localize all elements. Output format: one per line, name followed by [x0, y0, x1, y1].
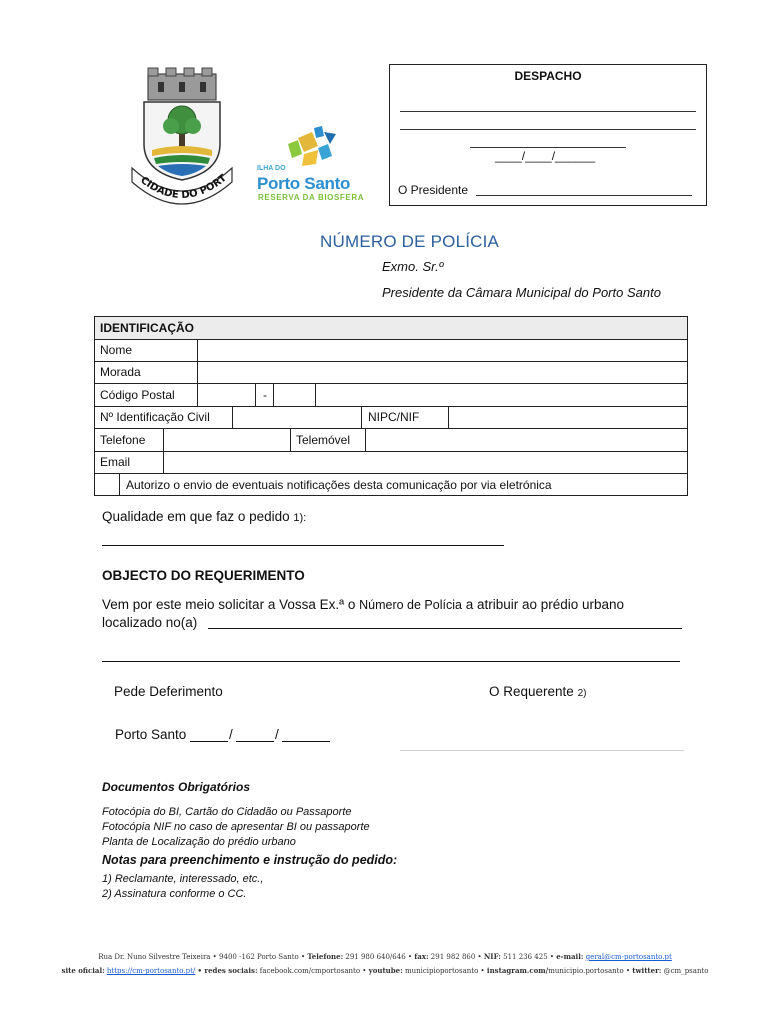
footer-site-link[interactable]: https://cm-portosanto.pt/ [106, 967, 196, 975]
footer-social-label: • redes sociais: [197, 966, 258, 975]
cell-divider [361, 406, 362, 428]
footer-email-link[interactable]: geral@cm-portosanto.pt [585, 953, 672, 961]
footer-instagram[interactable]: municipio.portosanto • [548, 967, 631, 975]
footer-contacts [0, 952, 770, 961]
email-label: Email [100, 455, 131, 469]
date-year-line[interactable] [282, 741, 330, 742]
nota-item: 2) Assinatura conforme o CC. [102, 888, 247, 900]
municipal-crest-logo [126, 64, 238, 212]
cell-divider [119, 473, 120, 496]
despacho-line[interactable] [470, 147, 626, 148]
footer-nif: 511 236 425 • [503, 953, 555, 961]
email-field[interactable] [164, 452, 687, 473]
postal-code-field-2[interactable] [274, 384, 314, 406]
cell-divider [290, 428, 291, 451]
id-civil-field[interactable] [233, 407, 361, 428]
requerente-text: O Requerente [489, 684, 574, 699]
footer-address: Rua Dr. Nuno Silvestre Teixeira • 9400 -162 Porto Santo • [98, 953, 306, 961]
documento-item: Planta de Localização do prédio urbano [102, 836, 296, 848]
footer-youtube[interactable]: municipioportosanto • [404, 967, 485, 975]
brand-name: Porto Santo [257, 174, 351, 193]
footer-tel: 291 980 640/646 • [345, 953, 412, 961]
cell-divider [255, 383, 256, 406]
despacho-title: DESPACHO [514, 69, 582, 83]
requerente-signature-line[interactable] [400, 750, 684, 751]
nif-label: NIPC/NIF [368, 410, 420, 424]
localizado-input-line[interactable] [208, 628, 682, 629]
requerente-note: 2) [577, 688, 587, 699]
requerente-label [489, 684, 586, 699]
documento-item: Fotocópia do BI, Cartão do Cidadão ou Passaporte [102, 806, 352, 818]
despacho-line[interactable] [400, 129, 696, 130]
date-separator: / [229, 727, 233, 742]
objecto-heading: OBJECTO DO REQUERIMENTO [102, 568, 305, 583]
objecto-text-b: Número de Polícia [359, 598, 462, 612]
despacho-box [389, 64, 707, 206]
id-civil-label: Nº Identificação Civil [100, 410, 210, 424]
footer-tel-label: Telefone: [307, 952, 344, 961]
telefone-label: Telefone [100, 433, 146, 447]
footer-nif-label: NIF: [483, 952, 501, 961]
nif-field[interactable] [449, 407, 687, 428]
date-month-line[interactable] [236, 741, 274, 742]
morada-label: Morada [100, 365, 141, 379]
footer-youtube-label: youtube: [368, 966, 403, 975]
footer-fax: 291 982 860 • [430, 953, 482, 961]
pede-deferimento: Pede Deferimento [114, 684, 223, 699]
postal-code-field-1[interactable] [198, 384, 255, 406]
postal-code-dash: - [263, 388, 267, 402]
identification-heading: IDENTIFICAÇÃO [100, 321, 194, 335]
cell-divider [315, 383, 316, 406]
brand-prefix: ILHA DO [257, 165, 286, 172]
footer-email-label: e-mail: [556, 952, 584, 961]
qualidade-input-line[interactable] [102, 545, 504, 546]
documento-item: Fotocópia NIF no caso de apresentar BI ou passaporte [102, 821, 370, 833]
footer-twitter-label: twitter: [632, 966, 662, 975]
date-day-line[interactable] [190, 741, 228, 742]
telemovel-label: Telemóvel [296, 433, 351, 447]
footer-social [0, 966, 770, 975]
telefone-field[interactable] [164, 429, 290, 451]
despacho-date[interactable]: ____/____/______ [495, 149, 596, 163]
telemovel-field[interactable] [366, 429, 687, 451]
footer-fax-label: fax: [414, 952, 429, 961]
qualidade-label [102, 509, 306, 524]
nome-field[interactable] [198, 340, 687, 361]
objecto-text-c: a atribuir ao prédio urbano [461, 597, 625, 612]
president-signature-line[interactable] [476, 195, 692, 196]
document-title: NÚMERO DE POLÍCIA [320, 232, 500, 251]
identification-header [95, 317, 687, 340]
nome-label: Nome [100, 343, 133, 357]
codigo-postal-label: Código Postal [100, 388, 175, 402]
documentos-heading: Documentos Obrigatórios [102, 780, 251, 794]
footer-facebook[interactable]: facebook.com/cmportosanto • [259, 967, 367, 975]
footer-instagram-label: instagram.com/ [486, 966, 549, 975]
nota-item: 1) Reclamante, interessado, etc., [102, 873, 264, 885]
salutation: Exmo. Sr.º [382, 259, 444, 274]
footer-site-label: site oficial: [61, 966, 105, 975]
porto-santo-label: Porto Santo [115, 727, 187, 742]
objecto-text-a: Vem por este meio solicitar a Vossa Ex.ª o [102, 597, 360, 612]
morada-field[interactable] [198, 362, 687, 383]
identification-table [94, 316, 688, 496]
localizado-input-line-2[interactable] [102, 661, 680, 662]
row-divider [95, 383, 687, 384]
qualidade-text: Qualidade em que faz o pedido [102, 509, 290, 524]
consent-text: Autorizo o envio de eventuais notificações desta comunicação por via eletrónica [126, 478, 552, 492]
row-divider [95, 473, 687, 474]
despacho-president-label: O Presidente [398, 183, 469, 197]
crest-motto: CIDADE DO PORT [138, 172, 229, 202]
localizado-label: localizado no(a) [102, 615, 198, 630]
notas-heading: Notas para preenchimento e instrução do pedido: [102, 853, 398, 867]
consent-checkbox[interactable] [96, 474, 118, 495]
date-separator: / [275, 727, 279, 742]
footer-twitter[interactable]: @cm_psanto [663, 967, 709, 975]
objecto-paragraph [102, 597, 624, 612]
despacho-line[interactable] [400, 111, 696, 112]
qualidade-note: 1): [293, 512, 307, 524]
addressee: Presidente da Câmara Municipal do Porto Santo [382, 285, 661, 300]
brand-subtitle: RESERVA DA BIOSFERA [258, 193, 365, 202]
